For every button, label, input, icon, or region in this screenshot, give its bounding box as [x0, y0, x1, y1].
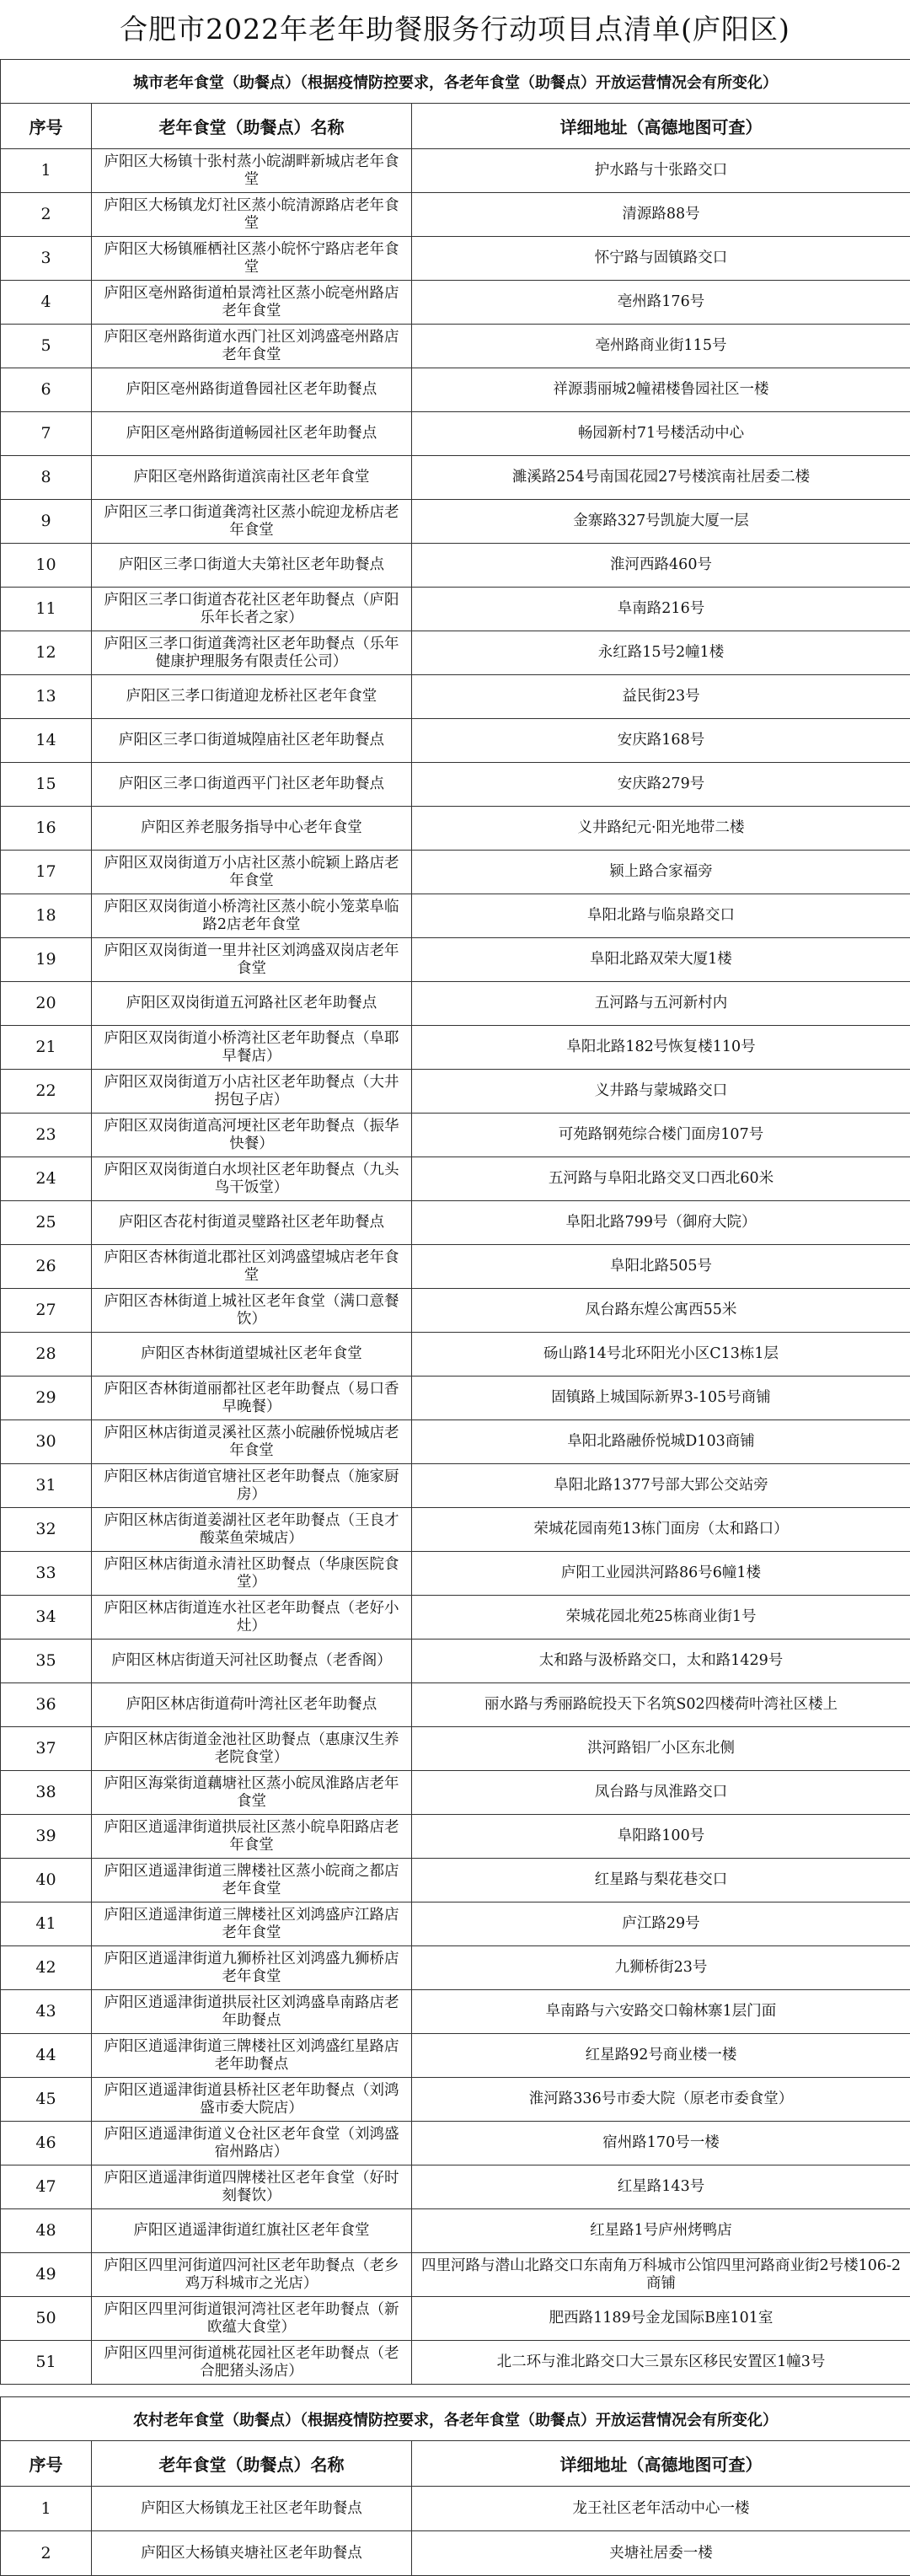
canteen-name: 庐阳区林店街道灵溪社区蒸小皖融侨悦城店老年食堂: [92, 1420, 412, 1464]
row-number: 49: [1, 2253, 92, 2297]
table-row: [1, 2034, 910, 2078]
table-row: [1, 2297, 910, 2341]
urban-table: [0, 59, 910, 2385]
canteen-address: 淮河路336号市委大院（原老市委食堂）: [412, 2078, 910, 2122]
row-number: 38: [1, 1771, 92, 1815]
row-number: 17: [1, 851, 92, 894]
row-number: 40: [1, 1859, 92, 1902]
rural-section-title: 农村老年食堂（助餐点）（根据疫情防控要求，各老年食堂（助餐点）开放运营情况会有所变化）: [1, 2397, 910, 2441]
row-number: 22: [1, 1070, 92, 1114]
canteen-name: 庐阳区双岗街道小桥湾社区老年助餐点（阜耶早餐店）: [92, 1026, 412, 1070]
canteen-name: 庐阳区三孝口街道迎龙桥社区老年食堂: [92, 675, 412, 719]
canteen-name: 庐阳区双岗街道高河埂社区老年助餐点（振华快餐）: [92, 1114, 412, 1157]
canteen-address: 太和路与汲桥路交口，太和路1429号: [412, 1640, 910, 1683]
table-row: [1, 2531, 910, 2576]
canteen-name: 庐阳区杏林街道丽都社区老年助餐点（易口香早晚餐）: [92, 1377, 412, 1420]
row-number: 26: [1, 1245, 92, 1289]
canteen-name: 庐阳区三孝口街道城隍庙社区老年助餐点: [92, 719, 412, 763]
header-no: 序号: [1, 2441, 92, 2487]
table-row: [1, 1201, 910, 1245]
table-row: [1, 1420, 910, 1464]
row-number: 27: [1, 1289, 92, 1333]
canteen-address: 阜南路与六安路交口翰林寨1层门面: [412, 1990, 910, 2034]
canteen-address: 淮河西路460号: [412, 544, 910, 588]
row-number: 33: [1, 1552, 92, 1596]
table-row: [1, 500, 910, 544]
canteen-name: 庐阳区亳州路街道鲁园社区老年助餐点: [92, 368, 412, 412]
row-number: 2: [1, 193, 92, 237]
table-row: [1, 2122, 910, 2165]
rural-table: [0, 2396, 910, 2576]
row-number: 34: [1, 1596, 92, 1640]
table-row: [1, 938, 910, 982]
canteen-name: 庐阳区三孝口街道龚湾社区蒸小皖迎龙桥店老年食堂: [92, 500, 412, 544]
canteen-address: 可苑路钢苑综合楼门面房107号: [412, 1114, 910, 1157]
row-number: 7: [1, 412, 92, 456]
canteen-name: 庐阳区杏花村街道灵璧路社区老年助餐点: [92, 1201, 412, 1245]
urban-section-header: [1, 60, 910, 104]
canteen-name: 庐阳区逍遥津街道拱辰社区刘鸿盛阜南路店老年助餐点: [92, 1990, 412, 2034]
table-row: [1, 675, 910, 719]
table-row: [1, 1026, 910, 1070]
table-row: [1, 1946, 910, 1990]
rural-column-headers: [1, 2441, 910, 2487]
canteen-name: 庐阳区亳州路街道水西门社区刘鸿盛亳州路店老年食堂: [92, 325, 412, 368]
canteen-address: 固镇路上城国际新界3-105号商铺: [412, 1377, 910, 1420]
canteen-address: 义井路与蒙城路交口: [412, 1070, 910, 1114]
canteen-name: 庐阳区双岗街道一里井社区刘鸿盛双岗店老年食堂: [92, 938, 412, 982]
table-row: [1, 2253, 910, 2297]
canteen-name: 庐阳区逍遥津街道县桥社区老年助餐点（刘鸿盛市委大院店）: [92, 2078, 412, 2122]
row-number: 23: [1, 1114, 92, 1157]
canteen-address: 庐阳工业园洪河路86号6幢1楼: [412, 1552, 910, 1596]
canteen-address: 阜阳北路融侨悦城D103商铺: [412, 1420, 910, 1464]
canteen-address: 荣城花园北苑25栋商业街1号: [412, 1596, 910, 1640]
canteen-address: 红星路1号庐州烤鸭店: [412, 2209, 910, 2253]
row-number: 12: [1, 631, 92, 675]
canteen-address: 阜南路216号: [412, 588, 910, 631]
canteen-address: 九狮桥街23号: [412, 1946, 910, 1990]
urban-section-title: 城市老年食堂（助餐点）（根据疫情防控要求，各老年食堂（助餐点）开放运营情况会有所变化）: [1, 60, 910, 104]
canteen-address: 永红路15号2幢1楼: [412, 631, 910, 675]
canteen-address: 安庆路168号: [412, 719, 910, 763]
canteen-address: 阜阳北路505号: [412, 1245, 910, 1289]
canteen-address: 祥源翡丽城2幢裙楼鲁园社区一楼: [412, 368, 910, 412]
row-number: 42: [1, 1946, 92, 1990]
table-row: [1, 719, 910, 763]
canteen-name: 庐阳区四里河街道四河社区老年助餐点（老乡鸡万科城市之光店）: [92, 2253, 412, 2297]
canteen-address: 荣城花园南苑13栋门面房（太和路口）: [412, 1508, 910, 1552]
canteen-address: 阜阳北路双荣大厦1楼: [412, 938, 910, 982]
canteen-name: 庐阳区四里河街道银河湾社区老年助餐点（新欧蕴大食堂）: [92, 2297, 412, 2341]
row-number: 51: [1, 2341, 92, 2385]
row-number: 8: [1, 456, 92, 500]
canteen-name: 庐阳区林店街道连水社区老年助餐点（老好小灶）: [92, 1596, 412, 1640]
row-number: 4: [1, 281, 92, 325]
table-row: [1, 1815, 910, 1859]
header-name: 老年食堂（助餐点）名称: [92, 2441, 412, 2487]
canteen-address: 安庆路279号: [412, 763, 910, 807]
rural-section-header: [1, 2397, 910, 2441]
canteen-address: 凤台路东煌公寓西55米: [412, 1289, 910, 1333]
canteen-name: 庐阳区林店街道姜湖社区老年助餐点（王良才酸菜鱼荣城店）: [92, 1508, 412, 1552]
canteen-address: 丽水路与秀丽路皖投天下名筑S02四楼荷叶湾社区楼上: [412, 1683, 910, 1727]
canteen-name: 庐阳区海棠街道藕塘社区蒸小皖凤淮路店老年食堂: [92, 1771, 412, 1815]
canteen-name: 庐阳区三孝口街道大夫第社区老年助餐点: [92, 544, 412, 588]
header-address: 详细地址（高德地图可查）: [412, 104, 910, 149]
table-row: [1, 368, 910, 412]
table-row: [1, 1683, 910, 1727]
canteen-name: 庐阳区三孝口街道西平门社区老年助餐点: [92, 763, 412, 807]
row-number: 28: [1, 1333, 92, 1377]
canteen-address: 北二环与淮北路交口大三景东区移民安置区1幢3号: [412, 2341, 910, 2385]
table-row: [1, 631, 910, 675]
row-number: 31: [1, 1464, 92, 1508]
table-row: [1, 807, 910, 851]
row-number: 43: [1, 1990, 92, 2034]
row-number: 45: [1, 2078, 92, 2122]
canteen-address: 龙王社区老年活动中心一楼: [412, 2487, 910, 2531]
table-row: [1, 1157, 910, 1201]
row-number: 36: [1, 1683, 92, 1727]
table-row: [1, 1333, 910, 1377]
canteen-name: 庐阳区三孝口街道龚湾社区老年助餐点（乐年健康护理服务有限责任公司）: [92, 631, 412, 675]
table-row: [1, 1596, 910, 1640]
urban-column-headers: [1, 104, 910, 149]
canteen-address: 五河路与阜阳北路交叉口西北60米: [412, 1157, 910, 1201]
table-row: [1, 763, 910, 807]
canteen-name: 庐阳区大杨镇十张村蒸小皖湖畔新城店老年食堂: [92, 149, 412, 193]
canteen-address: 肥西路1189号金龙国际B座101室: [412, 2297, 910, 2341]
row-number: 2: [1, 2531, 92, 2576]
canteen-address: 阜阳北路799号（御府大院）: [412, 1201, 910, 1245]
table-row: [1, 894, 910, 938]
table-row: [1, 1771, 910, 1815]
canteen-name: 庐阳区双岗街道万小店社区老年助餐点（大井拐包子店）: [92, 1070, 412, 1114]
row-number: 18: [1, 894, 92, 938]
canteen-name: 庐阳区逍遥津街道九狮桥社区刘鸿盛九狮桥店老年食堂: [92, 1946, 412, 1990]
canteen-address: 颍上路合家福旁: [412, 851, 910, 894]
canteen-name: 庐阳区四里河街道桃花园社区老年助餐点（老合肥猪头汤店）: [92, 2341, 412, 2385]
canteen-name: 庐阳区亳州路街道滨南社区老年食堂: [92, 456, 412, 500]
row-number: 32: [1, 1508, 92, 1552]
canteen-name: 庐阳区双岗街道万小店社区蒸小皖颖上路店老年食堂: [92, 851, 412, 894]
table-row: [1, 1727, 910, 1771]
row-number: 47: [1, 2165, 92, 2209]
canteen-name: 庐阳区逍遥津街道红旗社区老年食堂: [92, 2209, 412, 2253]
table-row: [1, 149, 910, 193]
row-number: 1: [1, 2487, 92, 2531]
canteen-address: 凤台路与凤淮路交口: [412, 1771, 910, 1815]
table-row: [1, 2341, 910, 2385]
canteen-name: 庐阳区杏林街道望城社区老年食堂: [92, 1333, 412, 1377]
canteen-address: 护水路与十张路交口: [412, 149, 910, 193]
canteen-name: 庐阳区大杨镇龙灯社区蒸小皖清源路店老年食堂: [92, 193, 412, 237]
canteen-address: 红星路与梨花巷交口: [412, 1859, 910, 1902]
row-number: 29: [1, 1377, 92, 1420]
row-number: 1: [1, 149, 92, 193]
table-row: [1, 325, 910, 368]
canteen-name: 庐阳区林店街道金池社区助餐点（惠康汉生养老院食堂）: [92, 1727, 412, 1771]
canteen-name: 庐阳区逍遥津街道三牌楼社区蒸小皖商之都店老年食堂: [92, 1859, 412, 1902]
canteen-address: 亳州路商业街115号: [412, 325, 910, 368]
canteen-name: 庐阳区林店街道官塘社区老年助餐点（施家厨房）: [92, 1464, 412, 1508]
row-number: 5: [1, 325, 92, 368]
row-number: 24: [1, 1157, 92, 1201]
canteen-name: 庐阳区双岗街道五河路社区老年助餐点: [92, 982, 412, 1026]
row-number: 14: [1, 719, 92, 763]
table-row: [1, 1245, 910, 1289]
canteen-address: 阜阳北路与临泉路交口: [412, 894, 910, 938]
canteen-name: 庐阳区杏林街道北郡社区刘鸿盛望城店老年食堂: [92, 1245, 412, 1289]
canteen-name: 庐阳区养老服务指导中心老年食堂: [92, 807, 412, 851]
table-row: [1, 1990, 910, 2034]
row-number: 41: [1, 1902, 92, 1946]
canteen-address: 清源路88号: [412, 193, 910, 237]
table-row: [1, 1552, 910, 1596]
canteen-address: 四里河路与潜山北路交口东南角万科城市公馆四里河路商业街2号楼106-2商铺: [412, 2253, 910, 2297]
canteen-name: 庐阳区林店街道永清社区助餐点（华康医院食堂）: [92, 1552, 412, 1596]
row-number: 35: [1, 1640, 92, 1683]
row-number: 39: [1, 1815, 92, 1859]
canteen-name: 庐阳区亳州路街道柏景湾社区蒸小皖亳州路店老年食堂: [92, 281, 412, 325]
canteen-address: 洪河路铝厂小区东北侧: [412, 1727, 910, 1771]
canteen-name: 庐阳区亳州路街道畅园社区老年助餐点: [92, 412, 412, 456]
table-row: [1, 588, 910, 631]
table-row: [1, 412, 910, 456]
table-row: [1, 2078, 910, 2122]
canteen-name: 庐阳区逍遥津街道四牌楼社区老年食堂（好时刻餐饮）: [92, 2165, 412, 2209]
row-number: 19: [1, 938, 92, 982]
canteen-name: 庐阳区逍遥津街道三牌楼社区刘鸿盛红星路店老年助餐点: [92, 2034, 412, 2078]
row-number: 46: [1, 2122, 92, 2165]
canteen-address: 畅园新村71号楼活动中心: [412, 412, 910, 456]
canteen-address: 益民街23号: [412, 675, 910, 719]
canteen-name: 庐阳区大杨镇龙王社区老年助餐点: [92, 2487, 412, 2531]
table-row: [1, 1464, 910, 1508]
canteen-address: 义井路纪元·阳光地带二楼: [412, 807, 910, 851]
table-row: [1, 1640, 910, 1683]
canteen-name: 庐阳区杏林街道上城社区老年食堂（满口意餐饮）: [92, 1289, 412, 1333]
table-row: [1, 1289, 910, 1333]
canteen-address: 阜阳北路1377号部大郢公交站旁: [412, 1464, 910, 1508]
row-number: 11: [1, 588, 92, 631]
table-row: [1, 1859, 910, 1902]
canteen-address: 宿州路170号一楼: [412, 2122, 910, 2165]
row-number: 16: [1, 807, 92, 851]
row-number: 44: [1, 2034, 92, 2078]
table-row: [1, 2487, 910, 2531]
canteen-address: 五河路与五河新村内: [412, 982, 910, 1026]
table-row: [1, 1114, 910, 1157]
canteen-name: 庐阳区逍遥津街道拱辰社区蒸小皖阜阳路店老年食堂: [92, 1815, 412, 1859]
canteen-address: 夹塘社居委一楼: [412, 2531, 910, 2576]
table-row: [1, 1508, 910, 1552]
row-number: 21: [1, 1026, 92, 1070]
header-address: 详细地址（高德地图可查）: [412, 2441, 910, 2487]
canteen-name: 庐阳区林店街道荷叶湾社区老年助餐点: [92, 1683, 412, 1727]
row-number: 20: [1, 982, 92, 1026]
table-row: [1, 1070, 910, 1114]
row-number: 48: [1, 2209, 92, 2253]
canteen-address: 怀宁路与固镇路交口: [412, 237, 910, 281]
table-row: [1, 544, 910, 588]
canteen-name: 庐阳区逍遥津街道三牌楼社区刘鸿盛庐江路店老年食堂: [92, 1902, 412, 1946]
row-number: 3: [1, 237, 92, 281]
table-row: [1, 1377, 910, 1420]
row-number: 25: [1, 1201, 92, 1245]
table-row: [1, 2209, 910, 2253]
table-row: [1, 193, 910, 237]
table-row: [1, 281, 910, 325]
row-number: 37: [1, 1727, 92, 1771]
canteen-address: 红星路143号: [412, 2165, 910, 2209]
row-number: 9: [1, 500, 92, 544]
canteen-name: 庐阳区逍遥津街道义仓社区老年食堂（刘鸿盛宿州路店）: [92, 2122, 412, 2165]
canteen-name: 庐阳区林店街道天河社区助餐点（老香阁）: [92, 1640, 412, 1683]
page-title: 合肥市2022年老年助餐服务行动项目点清单(庐阳区): [0, 0, 910, 59]
canteen-address: 金寨路327号凯旋大厦一层: [412, 500, 910, 544]
canteen-address: 濉溪路254号南国花园27号楼滨南社居委二楼: [412, 456, 910, 500]
canteen-name: 庐阳区三孝口街道杏花社区老年助餐点（庐阳乐年长者之家）: [92, 588, 412, 631]
table-row: [1, 982, 910, 1026]
table-row: [1, 1902, 910, 1946]
canteen-name: 庐阳区双岗街道白水坝社区老年助餐点（九头鸟干饭堂）: [92, 1157, 412, 1201]
canteen-address: 阜阳路100号: [412, 1815, 910, 1859]
canteen-address: 砀山路14号北环阳光小区C13栋1层: [412, 1333, 910, 1377]
canteen-address: 庐江路29号: [412, 1902, 910, 1946]
table-row: [1, 237, 910, 281]
table-row: [1, 2165, 910, 2209]
table-row: [1, 851, 910, 894]
row-number: 10: [1, 544, 92, 588]
row-number: 6: [1, 368, 92, 412]
canteen-name: 庐阳区大杨镇夹塘社区老年助餐点: [92, 2531, 412, 2576]
canteen-name: 庐阳区双岗街道小桥湾社区蒸小皖小笼菜阜临路2店老年食堂: [92, 894, 412, 938]
canteen-address: 红星路92号商业楼一楼: [412, 2034, 910, 2078]
table-row: [1, 456, 910, 500]
row-number: 30: [1, 1420, 92, 1464]
header-no: 序号: [1, 104, 92, 149]
canteen-address: 阜阳北路182号恢复楼110号: [412, 1026, 910, 1070]
canteen-address: 亳州路176号: [412, 281, 910, 325]
header-name: 老年食堂（助餐点）名称: [92, 104, 412, 149]
row-number: 50: [1, 2297, 92, 2341]
canteen-name: 庐阳区大杨镇雁栖社区蒸小皖怀宁路店老年食堂: [92, 237, 412, 281]
row-number: 13: [1, 675, 92, 719]
row-number: 15: [1, 763, 92, 807]
